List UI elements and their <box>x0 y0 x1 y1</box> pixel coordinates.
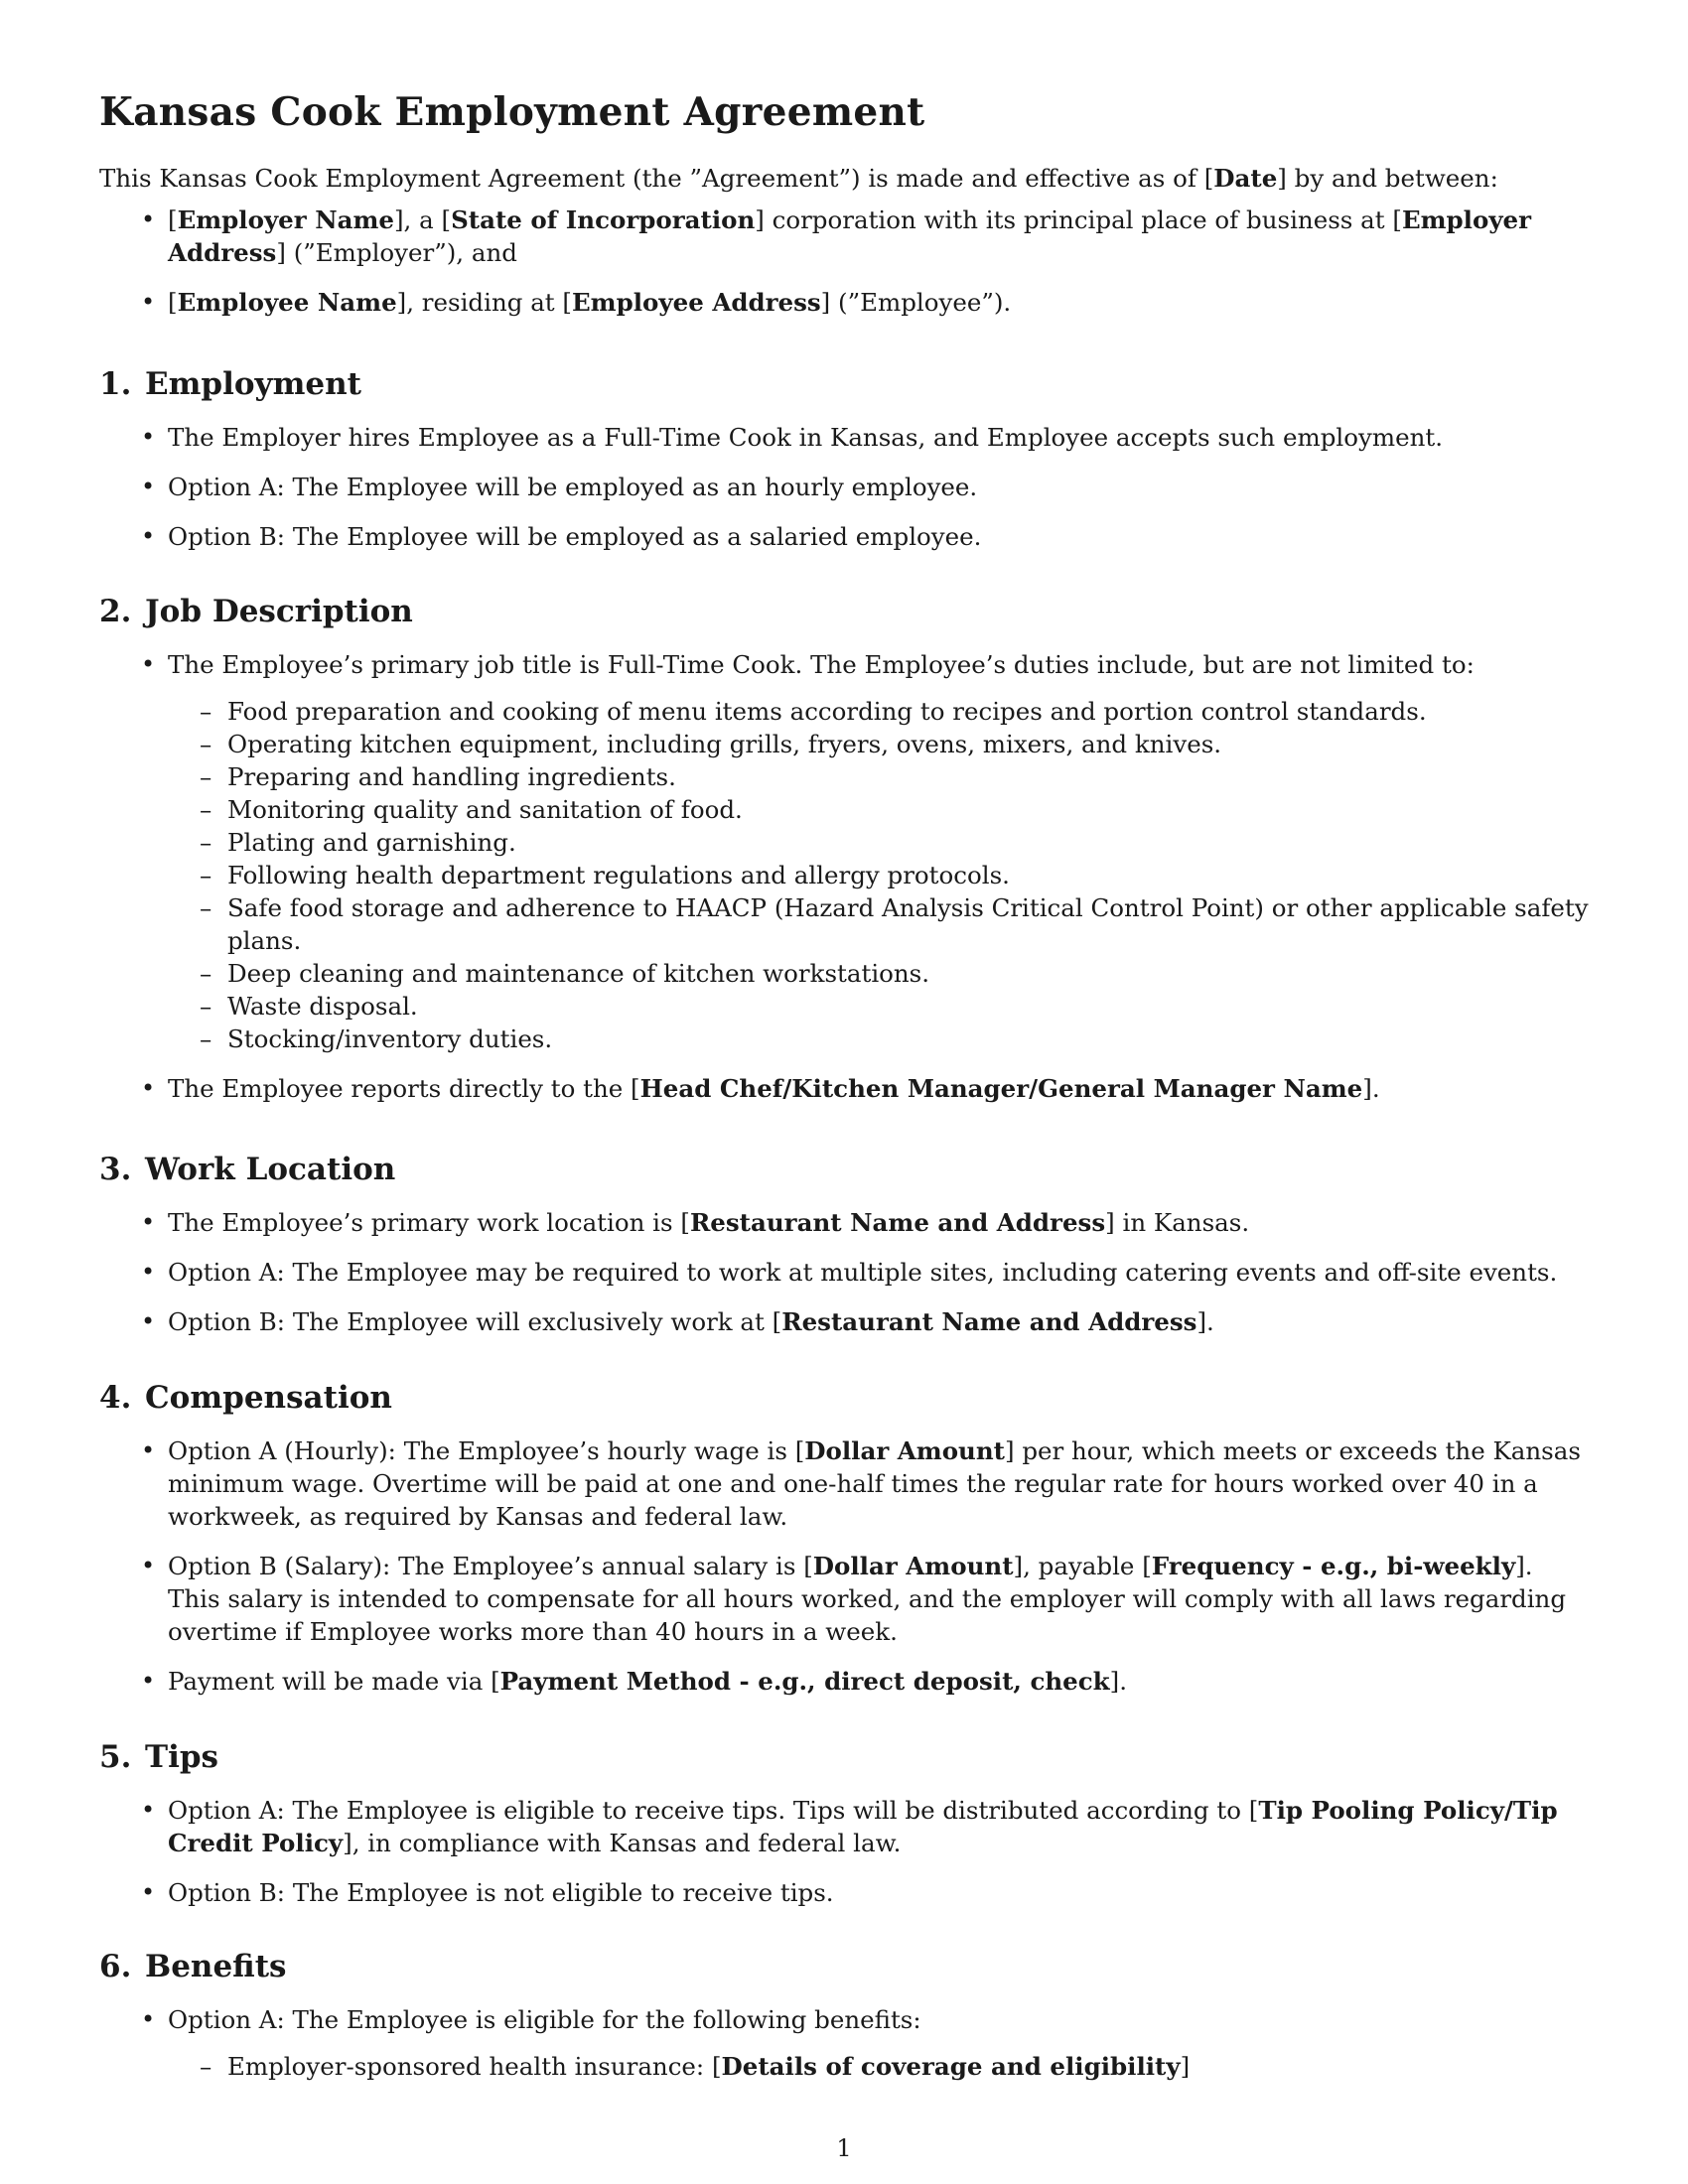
benefit-item: – Employer-sponsored health insurance: [Details of coverage and eligibility] <box>168 2050 1589 2083</box>
coverage-details-field: Details of coverage and eligibility <box>721 2052 1181 2081</box>
date-field: Date <box>1213 164 1278 193</box>
list-item: • Option B: The Employee is not eligible to receive tips. <box>99 1876 1589 1909</box>
duties-list <box>168 695 1589 1055</box>
duty-item: – Safe food storage and adherence to HAACP (Hazard Analysis Critical Control Point) or other applicable safety plans. <box>168 891 1589 957</box>
employer-address-field: Employer Address <box>168 205 1532 267</box>
duty-item: – Waste disposal. <box>168 990 1589 1023</box>
employee-name-field: Employee Name <box>177 288 397 317</box>
section-heading: 6. Benefits <box>99 1949 287 1984</box>
intro-text-end: ] by and between: <box>1277 164 1498 193</box>
section-heading: 4. Compensation <box>99 1380 392 1416</box>
list-item: • Option B: The Employee will exclusively work at [Restaurant Name and Address]. <box>99 1305 1589 1338</box>
benefits-list <box>168 2050 1589 2083</box>
restaurant-field: Restaurant Name and Address <box>781 1307 1197 1336</box>
section-benefits <box>99 1947 1589 2083</box>
employee-address-field: Employee Address <box>572 288 821 317</box>
duty-item: – Operating kitchen equipment, including grills, fryers, ovens, mixers, and knives. <box>168 728 1589 760</box>
document-page <box>99 0 1589 2184</box>
list-item: • Payment will be made via [Payment Method - e.g., direct deposit, check]. <box>99 1665 1589 1698</box>
section-heading: 1. Employment <box>99 366 361 402</box>
section-heading: 2. Job Description <box>99 594 413 629</box>
reports-to-item: • The Employee reports directly to the [Head Chef/Kitchen Manager/General Manager Name]. <box>99 1072 1589 1105</box>
section-compensation <box>99 1378 1589 1698</box>
list-item: • Option A: The Employee is eligible for the following benefits: – Employer-sponsored health insurance: [Details of coverage and eligibility] <box>99 2003 1589 2083</box>
hourly-amount-field: Dollar Amount <box>804 1436 1005 1465</box>
duty-item: – Stocking/inventory duties. <box>168 1023 1589 1055</box>
parties-list <box>99 187 1589 319</box>
employer-party: • [Employer Name], a [State of Incorporation] corporation with its principal place of business at [Employer Address] (”Employer”), and <box>99 204 1589 269</box>
manager-name-field: Head Chef/Kitchen Manager/General Manager Name <box>639 1074 1363 1103</box>
employee-party: • [Employee Name], residing at [Employee Address] (”Employee”). <box>99 286 1589 319</box>
restaurant-field: Restaurant Name and Address <box>689 1208 1106 1237</box>
duty-item: – Food preparation and cooking of menu items according to recipes and portion control standards. <box>168 695 1589 728</box>
duty-item: – Following health department regulations and allergy protocols. <box>168 859 1589 891</box>
list-item: • Option B (Salary): The Employee’s annual salary is [Dollar Amount], payable [Frequency - e.g., bi-weekly]. This salary is intended to compensate for all hours worked, and the employer will comply with all laws regarding overtime if Employee works more than 40 hours in a week. <box>99 1550 1589 1648</box>
salary-amount-field: Dollar Amount <box>812 1552 1014 1580</box>
list-item: • Option A: The Employee is eligible to receive tips. Tips will be distributed according to [Tip Pooling Policy/Tip Credit Policy], in compliance with Kansas and federal law. <box>99 1794 1589 1859</box>
list-item: • Option A: The Employee may be required to work at multiple sites, including catering events and off-site events. <box>99 1256 1589 1289</box>
document-title: Kansas Cook Employment Agreement <box>99 89 925 135</box>
list-item: • The Employee’s primary work location is [Restaurant Name and Address] in Kansas. <box>99 1206 1589 1239</box>
section-tips <box>99 1737 1589 1909</box>
state-of-incorporation-field: State of Incorporation <box>451 205 756 234</box>
frequency-field: Frequency - e.g., bi-weekly <box>1151 1552 1516 1580</box>
section-work-location <box>99 1150 1589 1338</box>
list-item: • The Employer hires Employee as a Full-Time Cook in Kansas, and Employee accepts such employment. <box>99 421 1589 454</box>
section-heading: 3. Work Location <box>99 1152 396 1187</box>
duty-item: – Monitoring quality and sanitation of food. <box>168 793 1589 826</box>
intro-text: This Kansas Cook Employment Agreement (the ”Agreement”) is made and effective as of [ <box>99 164 1214 193</box>
duty-item: – Preparing and handling ingredients. <box>168 760 1589 793</box>
employer-name-field: Employer Name <box>177 205 394 234</box>
job-title-item: • The Employee’s primary job title is Full-Time Cook. The Employee’s duties include, but are not limited to: – Food preparation and cooking of menu items according to recipes and portion control standards. – Operating kitchen equipment, including grills, fryers, ovens, mixers, and knives. – Preparing and handling ingredients. – Monitoring quality and sanitation of food. – Plating and garnishing. – Following health department regulations and allergy protocols. – Safe food storage and adherence to HAACP (Hazard Analysis Critical Control Point) or other applicable safety plans. – Deep cleaning and maintenance of kitchen workstations. – Waste disposal. – Stocking/inventory duties. <box>99 648 1589 1055</box>
list-item: • Option A: The Employee will be employed as an hourly employee. <box>99 471 1589 503</box>
list-item: • Option B: The Employee will be employed as a salaried employee. <box>99 520 1589 553</box>
section-employment <box>99 364 1589 553</box>
duty-item: – Deep cleaning and maintenance of kitchen workstations. <box>168 957 1589 990</box>
list-item: • Option A (Hourly): The Employee’s hourly wage is [Dollar Amount] per hour, which meets or exceeds the Kansas minimum wage. Overtime will be paid at one and one-half times the regular rate for hours worked over 40 in a workweek, as required by Kansas and federal law. <box>99 1434 1589 1533</box>
payment-method-field: Payment Method - e.g., direct deposit, check <box>499 1667 1110 1696</box>
duty-item: – Plating and garnishing. <box>168 826 1589 859</box>
section-job-description <box>99 592 1589 1105</box>
tip-policy-field: Tip Pooling Policy/Tip Credit Policy <box>168 1796 1558 1857</box>
page-number: 1 <box>836 2134 852 2162</box>
section-heading: 5. Tips <box>99 1739 218 1775</box>
